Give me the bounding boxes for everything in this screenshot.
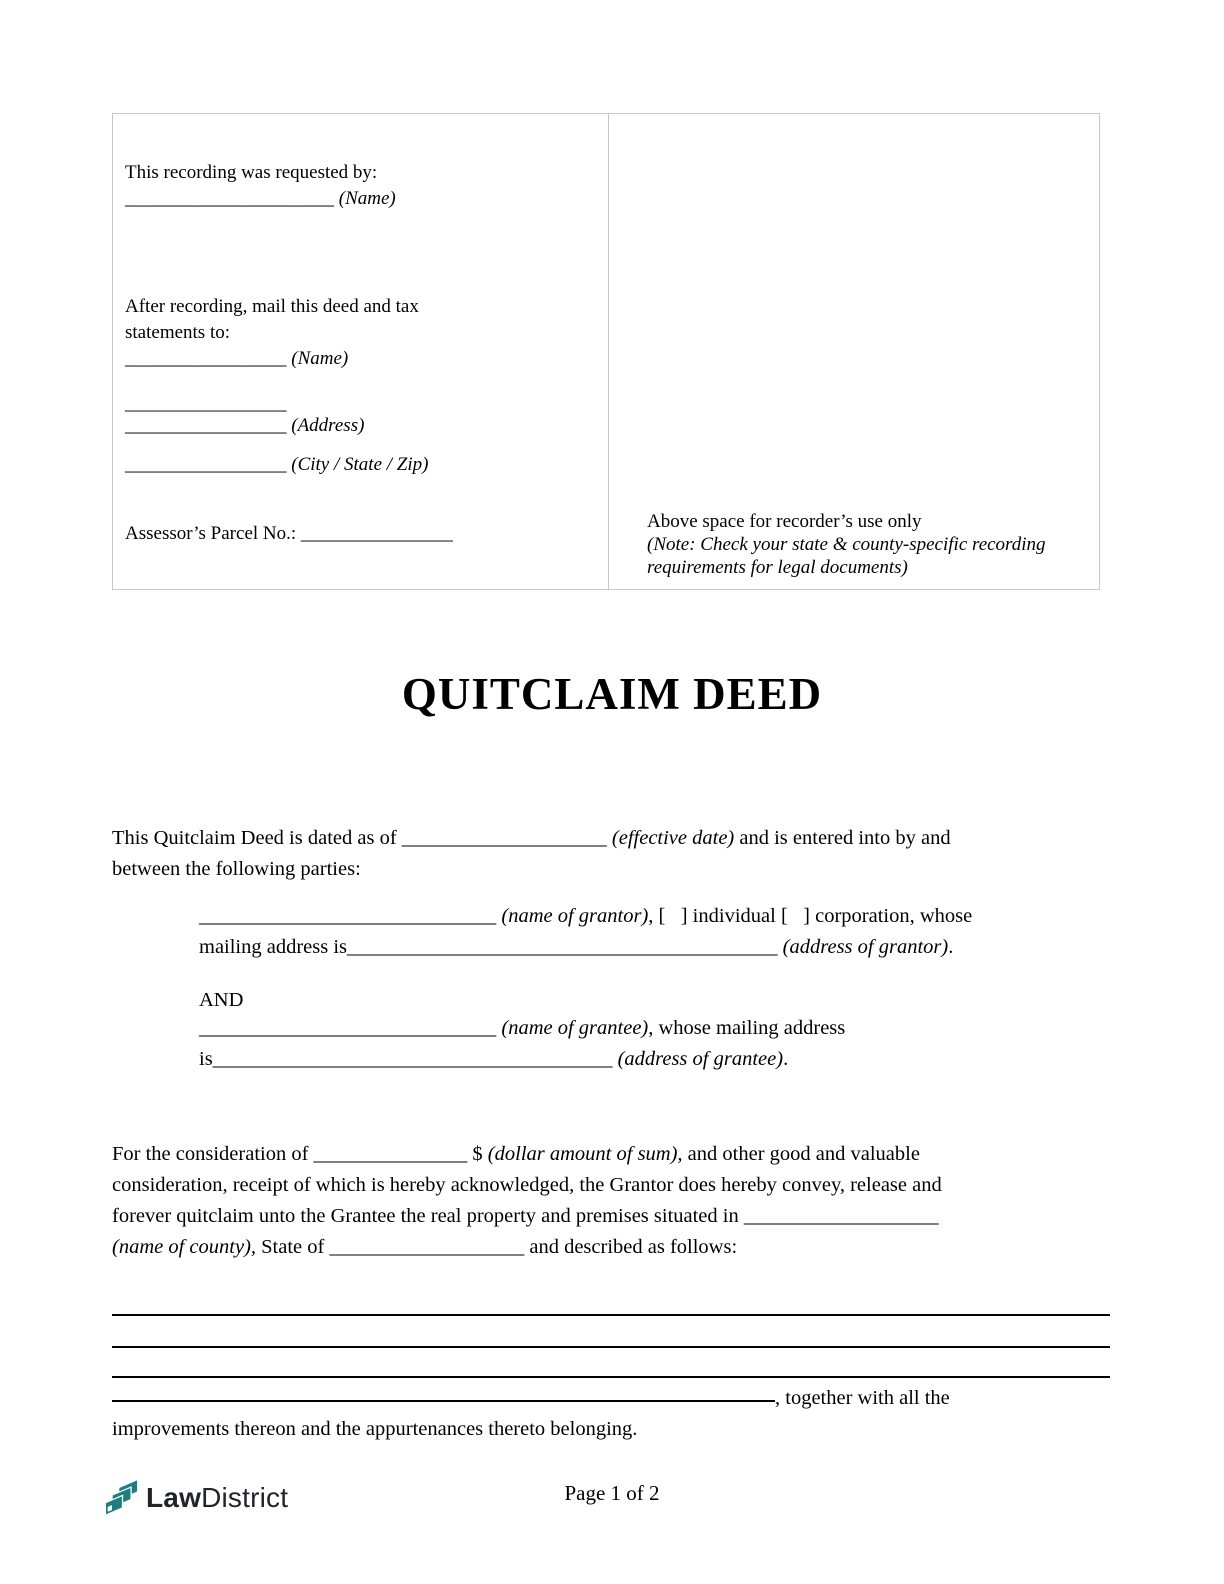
mail-to-block — [125, 294, 419, 372]
grantee-line2 — [199, 1044, 845, 1075]
dollar-amount-blank: _______________ — [313, 1143, 468, 1165]
requested-by-block — [125, 160, 396, 212]
intro-line1-post: and is entered into by and — [734, 827, 951, 849]
grantor-name-blank: _____________________________ — [199, 905, 497, 927]
county-blank: ___________________ — [743, 1205, 939, 1227]
effective-date-hint: (effective date) — [606, 827, 735, 849]
parcel-line — [125, 521, 453, 547]
intro-line1-pre: This Quitclaim Deed is dated as of — [112, 827, 402, 849]
dollar-amount-hint: (dollar amount of sum), — [487, 1143, 683, 1165]
grantor-line2-period: . — [948, 936, 954, 958]
state-of-label: State of — [256, 1236, 330, 1258]
mail-to-label-line2: statements to: — [125, 322, 231, 343]
parcel-label: Assessor’s Parcel No.: — [125, 523, 301, 544]
description-blank-line-4 — [112, 1400, 775, 1402]
grantee-address-blank: _______________________________________ — [212, 1048, 613, 1070]
grantor-address-blank: __________________________________________ — [347, 936, 778, 958]
county-hint: (name of county), — [112, 1236, 257, 1258]
grantor-line2 — [199, 932, 972, 963]
intro-line2: between the following parties: — [112, 858, 361, 880]
grantee-address-hint: (address of grantee) — [612, 1048, 784, 1070]
consideration-line4-post: and described as follows: — [524, 1236, 738, 1258]
consideration-paragraph — [112, 1139, 942, 1263]
mail-to-address-blank-extra: _________________ — [125, 393, 287, 414]
grantor-address-label: mailing address is — [199, 936, 348, 958]
grantee-line1-post: , whose mailing address — [648, 1017, 846, 1039]
grantor-block — [199, 901, 972, 963]
mail-to-csz-hint: (City / State / Zip) — [286, 454, 429, 475]
mail-to-csz-blank: _________________ — [125, 454, 287, 475]
mail-to-csz-line — [125, 452, 428, 478]
requested-by-label: This recording was requested by: — [125, 162, 378, 183]
mail-to-address-hint: (Address) — [286, 415, 365, 436]
requested-by-blank: ______________________ — [125, 188, 334, 209]
effective-date-blank: ____________________ — [401, 827, 607, 849]
intro-line1 — [112, 823, 951, 854]
grantee-line2-period: . — [783, 1048, 789, 1070]
mail-to-label-line1: After recording, mail this deed and tax — [125, 296, 419, 317]
description-closing — [112, 1383, 950, 1445]
grantor-address-hint: (address of grantor) — [777, 936, 949, 958]
brand-law: Law — [146, 1482, 202, 1513]
grantor-name-hint: (name of grantor) — [496, 905, 649, 927]
recorder-note-line3: requirements for legal documents) — [647, 557, 908, 578]
recorder-note-line2: (Note: Check your state & county-specific recording — [647, 534, 1046, 555]
grantee-name-hint: (name of grantee) — [496, 1017, 649, 1039]
consideration-line1-post: and other good and valuable — [682, 1143, 920, 1165]
consideration-line1 — [112, 1139, 942, 1170]
grantee-block — [199, 1013, 845, 1075]
mail-to-name-line — [125, 346, 419, 372]
description-line4 — [112, 1383, 950, 1414]
document-title: QUITCLAIM DEED — [401, 669, 823, 719]
grantee-name-blank: _____________________________ — [199, 1017, 497, 1039]
grantor-line1 — [199, 901, 972, 932]
description-line5: improvements thereon and the appurtenances thereto belonging. — [112, 1418, 638, 1440]
grantee-line1 — [199, 1013, 845, 1044]
requested-by-blank-line — [125, 186, 396, 212]
parcel-blank: ________________ — [300, 523, 453, 544]
consideration-line3 — [112, 1201, 942, 1232]
together-text: , together with all the — [775, 1387, 950, 1409]
brand-district: District — [201, 1482, 289, 1513]
grantor-type-checkboxes: , [ ] individual [ ] corporation, whose — [648, 905, 973, 927]
state-blank: ___________________ — [329, 1236, 525, 1258]
recorder-box-left-cell — [113, 114, 609, 589]
mail-to-name-blank: _________________ — [125, 348, 287, 369]
intro-paragraph — [112, 823, 951, 885]
recorder-box-right-cell — [609, 114, 1099, 589]
consideration-line1-pre: For the consideration of — [112, 1143, 314, 1165]
description-blank-line-2 — [112, 1346, 1110, 1348]
consideration-line2: consideration, receipt of which is hereby acknowledged, the Grantor does hereby convey, release and — [112, 1174, 942, 1196]
mail-to-address-blank: _________________ — [125, 415, 287, 436]
recorder-note-line1: Above space for recorder’s use only — [647, 511, 922, 532]
description-blank-line-1 — [112, 1314, 1110, 1316]
requested-by-hint: (Name) — [334, 188, 396, 209]
description-blank-line-3 — [112, 1376, 1110, 1378]
grantee-address-label: is — [199, 1048, 213, 1070]
consideration-line3-pre: forever quitclaim unto the Grantee the real property and premises situated in — [112, 1205, 744, 1227]
conjunction-and: AND — [199, 989, 244, 1011]
mail-to-address-line — [125, 413, 364, 439]
dollar-sign: $ — [467, 1143, 488, 1165]
mail-to-name-hint: (Name) — [286, 348, 349, 369]
recorder-box — [112, 113, 1100, 590]
recorder-use-note — [647, 510, 1091, 579]
consideration-line4 — [112, 1232, 942, 1263]
page-number: Page 1 of 2 — [564, 1481, 660, 1505]
